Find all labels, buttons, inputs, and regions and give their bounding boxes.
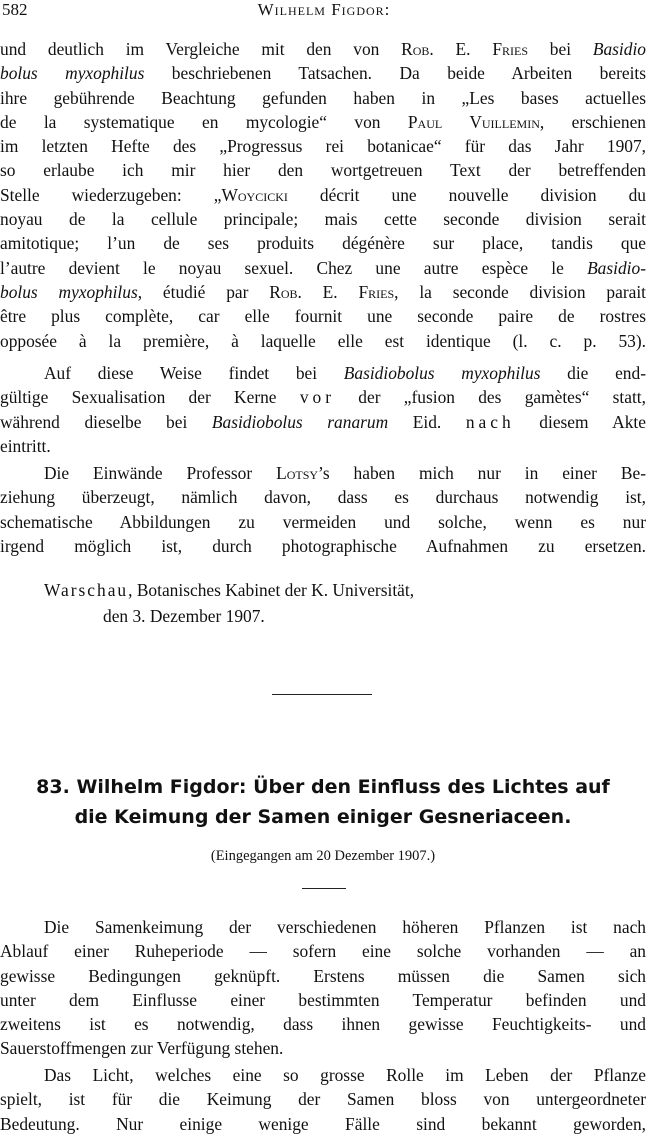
text-line: Sauerstoffmengen zur Verfügung stehen. (0, 1038, 284, 1059)
species-name: Basidio (592, 39, 646, 59)
text-line: l’autre devient le noyau sexuel. Chez une autre espèce le Basidio- (0, 257, 646, 278)
text-line: être plus complète, car elle fournit une seconde paire de rostres (0, 306, 646, 327)
paragraph (0, 461, 646, 558)
text-line: Auf diese Weise findet bei Basidiobolus myxophilus die end- (44, 363, 646, 383)
species-name: Basidio- (587, 257, 646, 278)
page-header (2, 0, 646, 24)
text-line: noyau de la cellule principale; mais cette seconde division serait (0, 209, 646, 230)
author-name: Rob. E. Fries (269, 281, 395, 302)
text-line: amitotique; l’un de ses produits dégénère sur place, tandis que (0, 233, 646, 254)
page-number: 582 (2, 0, 28, 19)
text-line: Die Samenkeimung der verschiedenen höheren Pflanzen ist nach (44, 917, 646, 937)
text-line: Stelle wiederzugeben: „Woycicki décrit une nouvelle division du (0, 184, 646, 205)
text-line: während dieselbe bei Basidiobolus ranarum Eid. nach diesem Akte (0, 411, 646, 432)
closing-place: Warschau, Botanisches Kabinet der K. Universität, (44, 580, 415, 600)
text-line: eintritt. (0, 435, 51, 456)
author-name: Woycicki (221, 184, 288, 205)
text-line: Die Einwände Professor Lotsy’s haben mich nur in einer Be- (44, 463, 646, 483)
text-line: so erlaube ich mir hier den wortgetreuen Text der betreffenden (0, 160, 646, 181)
closing-date: den 3. Dezember 1907. (103, 606, 265, 626)
spaced-emphasis: nach (465, 411, 515, 432)
species-name: Basidiobolus myxophilus (343, 363, 541, 383)
text-line: gewisse Bedingungen geknüpft. Erstens müssen die Samen sich (0, 965, 646, 986)
text-line: spielt, ist für die Keimung der Samen bloss von untergeordneter (0, 1089, 646, 1110)
running-head: Wilhelm Figdor: (257, 0, 391, 19)
closing-signature (0, 577, 646, 629)
paragraph-continuation (0, 37, 646, 353)
section-divider (272, 694, 372, 695)
paragraph (0, 361, 646, 458)
spaced-emphasis: vor (299, 387, 335, 408)
text-line: im letzten Hefte des „Progressus rei botanicae“ für das Jahr 1907, (0, 136, 646, 157)
text-line: und deutlich im Vergleiche mit den von Rob. E. Fries bei Basidio (0, 39, 646, 59)
species-name: bolus myxophilus (0, 63, 145, 84)
text-line: de la systematique en mycologie“ von Paul Vuillemin, erschienen (0, 111, 646, 132)
text-line: schematische Abbildungen zu vermeiden und solche, wenn es nur (0, 511, 646, 532)
text-line: ihre gebührende Beachtung gefunden haben in „Les bases actuelles (0, 87, 646, 108)
text-line: bolus myxophilus, étudié par Rob. E. Fries, la seconde division parait (0, 281, 646, 302)
author-name: Rob. E. Fries (401, 39, 528, 59)
text-line: ziehung überzeugt, nämlich davon, dass es durchaus notwendig ist, (0, 487, 646, 508)
text-line: gültige Sexualisation der Kerne vor der „fusion des gamètes“ statt, (0, 387, 646, 408)
text-line: opposée à la première, à laquelle elle est identique (l. c. p. 53). (0, 330, 646, 351)
article-title-line: 83. Wilhelm Figdor: Über den Einfluss des Lichtes auf (36, 776, 610, 798)
author-name: Paul Vuillemin (407, 111, 540, 132)
author-name: Lotsy (276, 463, 319, 483)
article-title-line: die Keimung der Samen einiger Gesneriaceen. (74, 806, 572, 828)
received-date: (Eingegangen am 20 Dezember 1907.) (210, 848, 436, 864)
species-name: Basidiobolus ranarum (211, 411, 389, 432)
species-name: bolus myxophilus (0, 281, 138, 302)
text-line: Bedeutung. Nur einige wenige Fälle sind bekannt geworden, (0, 1113, 646, 1134)
text-line: zweitens ist es notwendig, dass ihnen gewisse Feuchtigkeits- und (0, 1014, 646, 1035)
text-line: Das Licht, welches eine so grosse Rolle im Leben der Pflanze (44, 1065, 646, 1085)
paragraph (0, 915, 646, 1061)
text-line: unter dem Einflusse einer bestimmten Temperatur befinden und (0, 989, 646, 1010)
text-line: Ablauf einer Ruheperiode — sofern eine solche vorhanden — an (0, 941, 646, 962)
text-line: irgend möglich ist, durch photographische Aufnahmen zu ersetzen. (0, 535, 646, 556)
title-divider (302, 888, 346, 889)
article-title (0, 772, 646, 832)
text-line: bolus myxophilus beschriebenen Tatsachen. Da beide Arbeiten bereits (0, 63, 647, 84)
paragraph (0, 1063, 646, 1136)
